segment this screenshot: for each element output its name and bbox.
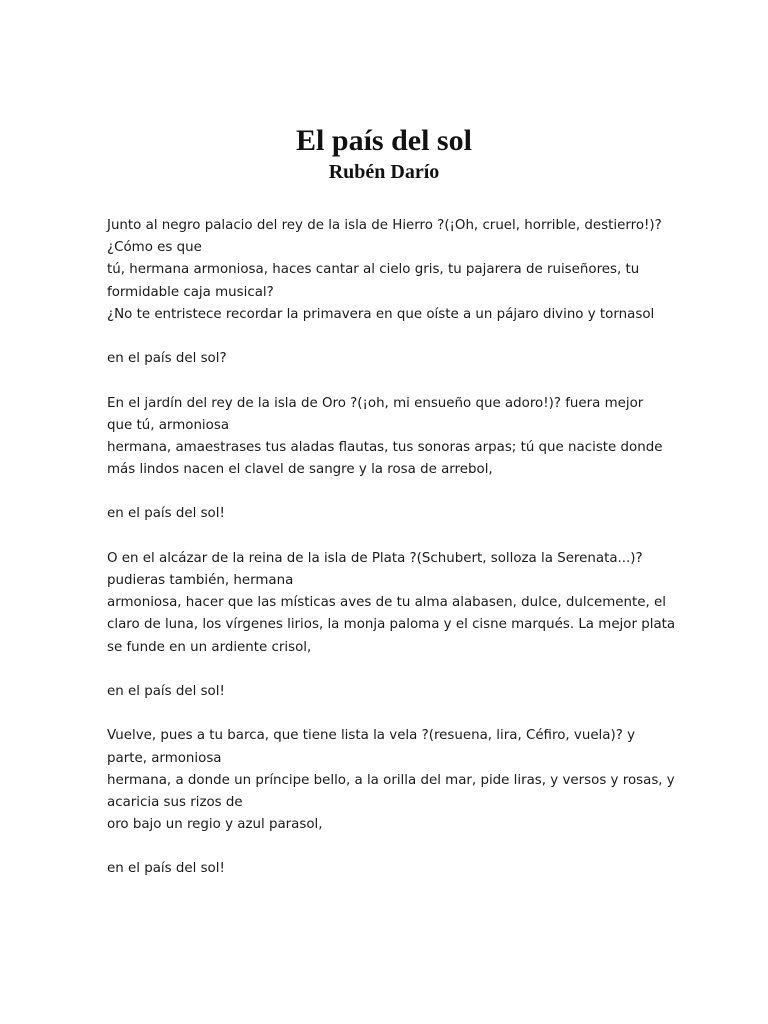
text-line: formidable caja musical? xyxy=(107,284,274,300)
text-line: O en el alcázar de la reina de la isla de Plata ?(Schubert, solloza la Serenata...)? xyxy=(107,550,643,566)
text-line: tú, hermana armoniosa, haces cantar al cielo gris, tu pajarera de ruiseñores, tu xyxy=(107,262,640,278)
text-line: acaricia sus rizos de xyxy=(107,794,243,810)
poem-body xyxy=(107,215,676,881)
text-line: hermana, a donde un príncipe bello, a la orilla del mar, pide liras, y versos y rosas, y xyxy=(107,772,675,788)
text-line: oro bajo un regio y azul parasol, xyxy=(107,817,323,833)
refrain-line: en el país del sol! xyxy=(107,861,225,877)
text-line: armoniosa, hacer que las místicas aves de tu alma alabasen, dulce, dulcemente, el xyxy=(107,595,666,611)
text-line: que tú, armoniosa xyxy=(107,417,230,433)
refrain-line: en el país del sol! xyxy=(107,683,225,699)
text-line: ¿No te entristece recordar la primavera en que oíste a un pájaro divino y tornasol xyxy=(107,306,655,322)
text-line: ¿Cómo es que xyxy=(107,240,202,256)
text-line: más lindos nacen el clavel de sangre y la rosa de arrebol, xyxy=(107,462,493,478)
text-line: Vuelve, pues a tu barca, que tiene lista la vela ?(resuena, lira, Céfiro, vuela)? y xyxy=(107,728,635,744)
text-line xyxy=(107,326,667,348)
text-line: claro de luna, los vírgenes lirios, la monja paloma y el cisne marqués. La mejor plata xyxy=(107,617,676,633)
text-line xyxy=(107,481,667,503)
text-line: Junto al negro palacio del rey de la isla de Hierro ?(¡Oh, cruel, horrible, destierro!)? xyxy=(107,218,662,233)
text-line: hermana, amaestrases tus aladas flautas, tus sonoras arpas; tú que naciste donde xyxy=(107,439,663,455)
text-line xyxy=(107,703,667,725)
text-line: En el jardín del rey de la isla de Oro ?(¡oh, mi ensueño que adoro!)? fuera mejor xyxy=(107,395,644,411)
document-title: El país del sol xyxy=(296,124,472,157)
text-line xyxy=(107,370,667,392)
refrain-line: en el país del sol? xyxy=(107,351,227,367)
refrain-line: en el país del sol! xyxy=(107,506,225,522)
text-line xyxy=(107,526,667,548)
text-line: pudieras también, hermana xyxy=(107,573,294,588)
text-line xyxy=(107,836,667,858)
text-line: se funde en un ardiente crisol, xyxy=(107,639,312,655)
document-author: Rubén Darío xyxy=(328,161,440,183)
text-line: parte, armoniosa xyxy=(107,750,222,766)
text-line xyxy=(107,659,667,681)
